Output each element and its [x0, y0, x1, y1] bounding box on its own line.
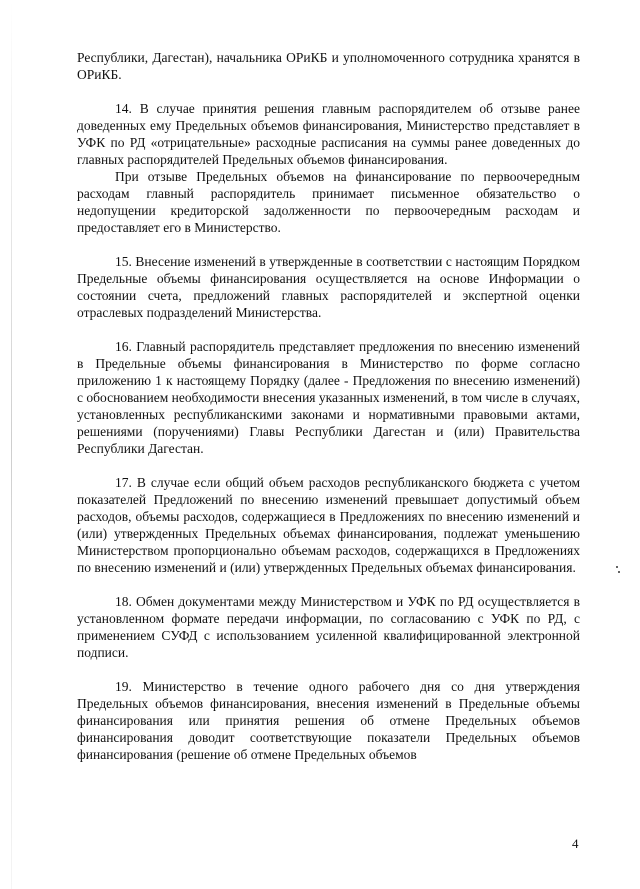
paragraph-gap	[77, 457, 580, 474]
paragraph-15: 15. Внесение изменений в утвержденные в соответствии с настоящим Порядком Предельные объемы финансирования осуществляется на основе Информации о состоянии счета, предложений главных распорядителей и экспертной оценки отраслевых подразделений Министерства.	[77, 254, 580, 320]
paragraph-17: 17. В случае если общий объем расходов республиканского бюджета с учетом показателей Предложений по внесению изменений превышает допустимый объем расходов, объемы расходов, содержащиеся в Предложениях по внесению изменений и (или) утвержденных Предельных объемах финансирования, подлежат уменьшению Министерством пропорционально объемам расходов, содержащихся в Предложениях по внесению изменений и (или) утвержденных Предельных объемах финансирования.	[77, 475, 580, 575]
paragraph-14-recall: При отзыве Предельных объемов на финансирование по первоочередным расходам главный распорядитель принимает письменное обязательство о недопущении кредиторской задолженности по первоочередным расходам и предоставляет его в Министерство.	[77, 169, 580, 235]
paragraph-continuation: Республики, Дагестан), начальника ОРиКБ и уполномоченного сотрудника хранятся в ОРиКБ.	[77, 50, 580, 82]
paragraph-14: 14. В случае принятия решения главным распорядителем об отзыве ранее доведенных ему Предельных объемов финансирования, Министерство представляет в УФК по РД «отрицательные» расходные расписания на суммы ранее доведенных до главных распорядителей Предельных объемов финансирования.	[77, 101, 580, 167]
page-number: 4	[572, 836, 579, 851]
paragraph-19: 19. Министерство в течение одного рабочего дня со дня утверждения Предельных объемов финансирования, внесения изменений в Предельные объемы финансирования или принятия решения об отмене Предельных объемов финансирования доводит соответствующие показатели Предельных объемов финансирования (решение об отмене Предельных объемов	[77, 679, 580, 762]
scan-edge-shadow	[11, 0, 12, 889]
paragraph-16: 16. Главный распорядитель представляет предложения по внесению изменений в Предельные объемы финансирования в Министерство по форме согласно приложению 1 к настоящему Порядку (далее - Предложения по внесению изменений) с обоснованием необходимости внесения указанных изменений, в том числе в случаях, установленных республиканскими законами и нормативными правовыми актами, решениями (поручениями) Главы Республики Дагестан и (или) Правительства Республики Дагестан.	[77, 339, 580, 456]
scan-speck	[616, 566, 618, 568]
paragraph-gap	[77, 83, 580, 100]
paragraph-gap	[77, 576, 580, 593]
paragraph-18: 18. Обмен документами между Министерством и УФК по РД осуществляется в установленном формате передачи информации, по согласованию с УФК по РД, с применением СУФД с использованием усиленной квалифицированной электронной подписи.	[77, 594, 580, 660]
paragraph-gap	[77, 321, 580, 338]
paragraph-gap	[77, 661, 580, 678]
document-body	[77, 49, 580, 763]
paragraph-gap	[77, 236, 580, 253]
scan-speck	[618, 571, 620, 573]
